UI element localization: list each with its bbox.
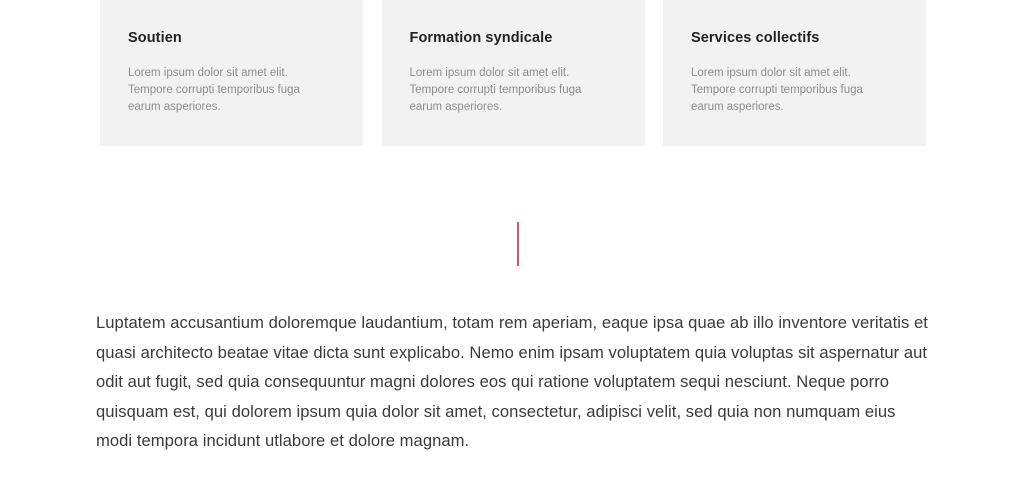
feature-card	[382, 0, 645, 146]
feature-card-title: Formation syndicale	[409, 30, 553, 46]
vertical-rule	[517, 222, 519, 266]
feature-card	[100, 0, 363, 146]
body-paragraph: Luptatem accusantium doloremque laudantium, totam rem aperiam, eaque ipsa quae ab illo inventore veritatis et quasi architecto beatae vitae dicta sunt explicabo. Nemo enim ipsam voluptatem quia voluptas sit aspernatur aut odit aut fugit, sed quia consequuntur magni dolores eos qui ratione voluptatem sequi nesciunt. Neque porro quisquam est, qui dolorem ipsum quia dolor sit amet, consectetur, adipisci velit, sed quia non numquam eius modi tempora incidunt utlabore et dolore magnam.	[96, 313, 928, 451]
feature-card-title: Services collectifs	[691, 30, 820, 46]
feature-card	[663, 0, 926, 146]
feature-cards-row	[100, 0, 926, 146]
feature-card-title: Soutien	[128, 30, 182, 46]
feature-card-text: Lorem ipsum dolor sit amet elit. Tempore corrupti temporibus fuga earum asperiores.	[128, 67, 300, 114]
feature-card-text: Lorem ipsum dolor sit amet elit. Tempore corrupti temporibus fuga earum asperiores.	[409, 67, 582, 114]
feature-card-text: Lorem ipsum dolor sit amet elit. Tempore corrupti temporibus fuga earum asperiores.	[691, 67, 863, 114]
section-divider	[0, 222, 1035, 266]
